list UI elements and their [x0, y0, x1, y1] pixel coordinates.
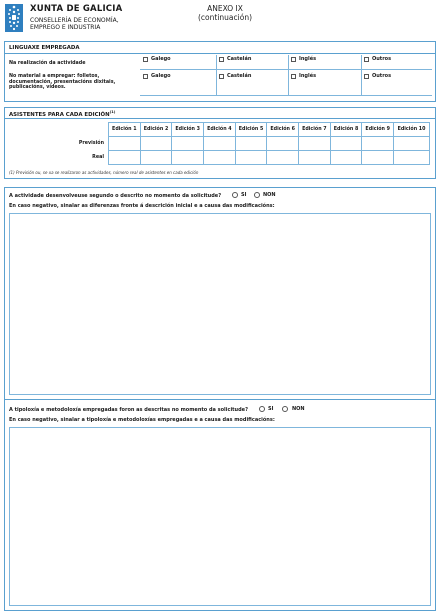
table-input-cell[interactable] [172, 151, 204, 165]
activity-instruction: En caso negativo, sinalar as diferenzas fronte á descrición inicial e a causa das modificacións: [9, 203, 275, 209]
table-input-cell[interactable] [330, 151, 362, 165]
row-divider [140, 69, 432, 70]
checkbox-outros-material[interactable] [364, 74, 369, 79]
table-input-cell[interactable] [394, 151, 430, 165]
checkbox-ingles-material[interactable] [291, 74, 296, 79]
typology-yes-label: SI [268, 406, 274, 412]
typology-no-label: NON [292, 406, 305, 412]
xunta-emblem-icon [5, 4, 23, 32]
table-header-edition-10: Edición 10 [394, 123, 430, 137]
typology-changes-textarea[interactable] [9, 427, 431, 606]
column-divider [216, 55, 217, 96]
table-header-edition-5: Edición 5 [235, 123, 267, 137]
annex-heading [180, 4, 270, 22]
section-divider [4, 53, 436, 54]
section-divider [4, 118, 436, 119]
table-header-edition-6: Edición 6 [267, 123, 299, 137]
option-label-ingles: Inglés [299, 56, 317, 62]
row-label-prevision: Previsión [9, 137, 109, 151]
annex-title: ANEXO IX [207, 4, 243, 13]
table-input-cell[interactable] [172, 137, 204, 151]
table-header-edition-8: Edición 8 [330, 123, 362, 137]
table-input-cell[interactable] [109, 137, 141, 151]
typology-instruction: En caso negativo, sinalar a tipoloxía e metodoloxías empregadas e a causa das modificacións: [9, 417, 275, 423]
activity-no-label: NON [263, 192, 276, 198]
option-label-castelan: Castelán [227, 56, 252, 62]
option-label-galego: Galego [151, 73, 171, 79]
activity-differences-textarea[interactable] [9, 213, 431, 395]
table-input-cell[interactable] [140, 151, 172, 165]
checkbox-castelan-material[interactable] [219, 74, 224, 79]
language-row-label-material: No material a empregar: folletos, documentación, presentacións dixitais, publicacións, vídeos. [9, 74, 116, 91]
table-input-cell[interactable] [140, 137, 172, 151]
table-input-cell[interactable] [235, 151, 267, 165]
table-input-cell[interactable] [235, 137, 267, 151]
language-row-label-activity: Na realización da actividade [9, 61, 86, 66]
language-section-title: LINGUAXE EMPREGADA [9, 45, 80, 51]
table-input-cell[interactable] [109, 151, 141, 165]
table-input-cell[interactable] [299, 137, 331, 151]
option-label-galego: Galego [151, 56, 171, 62]
table-header-edition-1: Edición 1 [109, 123, 141, 137]
table-input-cell[interactable] [299, 151, 331, 165]
table-input-cell[interactable] [330, 137, 362, 151]
table-corner-cell [9, 123, 109, 137]
table-input-cell[interactable] [362, 137, 394, 151]
table-header-edition-7: Edición 7 [299, 123, 331, 137]
activity-yes-label: SI [241, 192, 247, 198]
checkbox-galego-material[interactable] [143, 74, 148, 79]
typology-yes-radio[interactable] [259, 406, 265, 412]
row-divider [140, 95, 432, 96]
table-input-cell[interactable] [204, 151, 236, 165]
typology-question: A tipoloxía e metodoloxía empregadas foron as descritas no momento da solicitude? [9, 407, 248, 413]
column-divider [288, 55, 289, 96]
table-header-edition-2: Edición 2 [140, 123, 172, 137]
row-label-real: Real [9, 151, 109, 165]
option-label-ingles: Inglés [299, 73, 317, 79]
department-line-1: CONSELLERÍA DE ECONOMÍA, [30, 17, 119, 24]
option-label-castelan: Castelán [227, 73, 252, 79]
table-input-cell[interactable] [267, 137, 299, 151]
table-input-cell[interactable] [394, 137, 430, 151]
attendees-title-footnote: (1) [109, 110, 116, 114]
activity-no-radio[interactable] [254, 192, 260, 198]
option-label-outros: Outros [372, 56, 392, 62]
department-line-2: EMPREGO E INDUSTRIA [30, 24, 101, 31]
activity-question: A actividade desenvolveuse segundo o descrito no momento da solicitude? [9, 193, 222, 199]
table-row [9, 137, 430, 151]
checkbox-ingles-activity[interactable] [291, 57, 296, 62]
attendees-title-text: ASISTENTES PARA CADA EDICIÓN [9, 111, 110, 118]
table-input-cell[interactable] [362, 151, 394, 165]
typology-no-radio[interactable] [282, 406, 288, 412]
attendees-footnote: (1) Previsión ou, se xa se realizaron as actividades, número real de asistentes en cada edición [9, 170, 199, 175]
table-input-cell[interactable] [267, 151, 299, 165]
table-header-edition-4: Edición 4 [204, 123, 236, 137]
xunta-logo [5, 4, 23, 32]
department-name [30, 17, 119, 31]
org-name: XUNTA DE GALICIA [30, 4, 123, 14]
checkbox-galego-activity[interactable] [143, 57, 148, 62]
table-header-edition-3: Edición 3 [172, 123, 204, 137]
table-input-cell[interactable] [204, 137, 236, 151]
column-divider [361, 55, 362, 96]
annex-subtitle: (continuación) [198, 13, 252, 22]
table-header-edition-9: Edición 9 [362, 123, 394, 137]
table-row [9, 151, 430, 165]
option-label-outros: Outros [372, 73, 392, 79]
attendees-table [9, 122, 430, 165]
attendees-section-title [9, 110, 115, 118]
activity-yes-radio[interactable] [232, 192, 238, 198]
table-header-row [9, 123, 430, 137]
checkbox-outros-activity[interactable] [364, 57, 369, 62]
checkbox-castelan-activity[interactable] [219, 57, 224, 62]
